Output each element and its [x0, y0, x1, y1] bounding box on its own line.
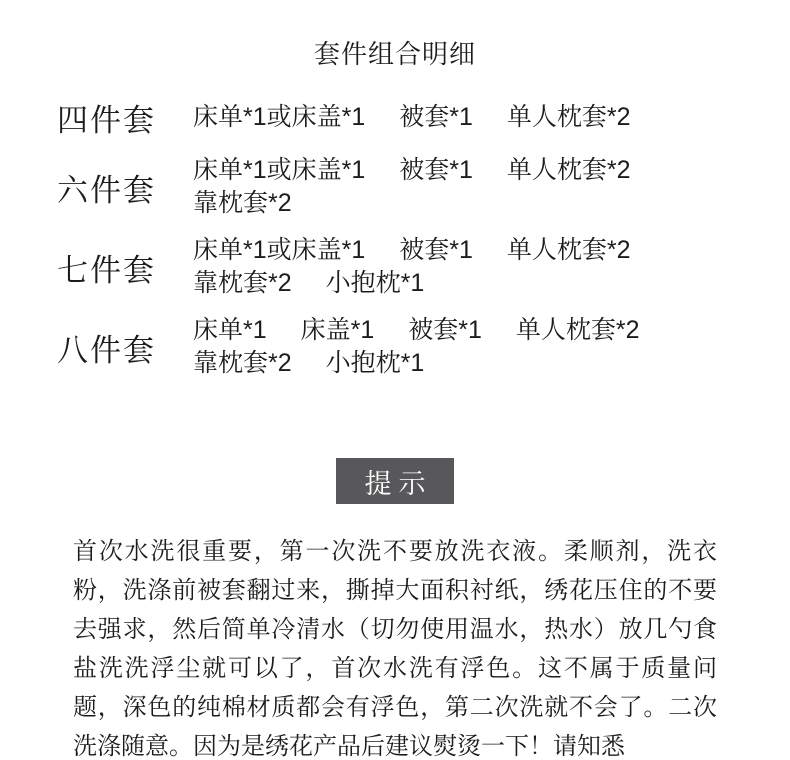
set-label: 七件套: [57, 252, 156, 288]
set-item: 小抱枕*1: [325, 349, 425, 377]
set-item: 小抱枕*1: [325, 269, 425, 297]
set-item: 床单*1或床盖*1: [193, 236, 366, 264]
set-item: 单人枕套*2: [506, 156, 631, 184]
set-combination-list: [0, 95, 790, 380]
set-item: 靠枕套*2: [193, 349, 292, 377]
set-item-lines: [193, 234, 631, 300]
set-row: [57, 154, 790, 220]
set-row: [57, 314, 790, 380]
set-item: 单人枕套*2: [506, 103, 631, 131]
set-item-lines: [193, 101, 631, 134]
set-item: 床单*1或床盖*1: [193, 103, 366, 131]
set-item: 靠枕套*2: [193, 189, 292, 217]
tip-badge-label: 提示: [364, 468, 433, 499]
tip-badge: [336, 458, 454, 504]
set-item: 床单*1或床盖*1: [193, 156, 366, 184]
set-item: 靠枕套*2: [193, 269, 292, 297]
set-item: 单人枕套*2: [506, 236, 631, 264]
set-label: 八件套: [57, 332, 156, 368]
set-item-lines: [193, 314, 640, 380]
set-item: 床盖*1: [300, 316, 375, 344]
set-line: [193, 154, 631, 187]
set-line: [193, 187, 631, 220]
page-title: 套件组合明细: [313, 39, 476, 69]
set-item: 被套*1: [408, 316, 482, 344]
set-line: [193, 234, 631, 267]
set-item: 单人枕套*2: [515, 316, 640, 344]
set-label: 六件套: [57, 172, 156, 208]
set-item: 被套*1: [399, 156, 473, 184]
set-line: [193, 347, 640, 380]
set-item: 被套*1: [399, 103, 473, 131]
set-line: [193, 267, 631, 300]
set-line: [193, 314, 640, 347]
set-item: 床单*1: [193, 316, 267, 344]
care-instructions-text: 首次水洗很重要，第一次洗不要放洗衣液。柔顺剂，洗衣粉，洗涤前被套翻过来，撕掉大面积衬纸，绣花压住的不要去强求，然后简单冷清水（切勿使用温水，热水）放几勺食盐洗洗浮尘就可以了，首次水洗有浮色。这不属于质量问题，深色的纯棉材质都会有浮色，第二次洗就不会了。二次洗涤随意。因为是绣花产品后建议熨烫一下！请知悉: [73, 538, 717, 760]
set-line: [193, 101, 631, 134]
set-item-lines: [193, 154, 631, 220]
set-item: 被套*1: [399, 236, 473, 264]
set-row: [57, 234, 790, 300]
set-row: [57, 95, 790, 140]
set-label: 四件套: [57, 103, 156, 138]
